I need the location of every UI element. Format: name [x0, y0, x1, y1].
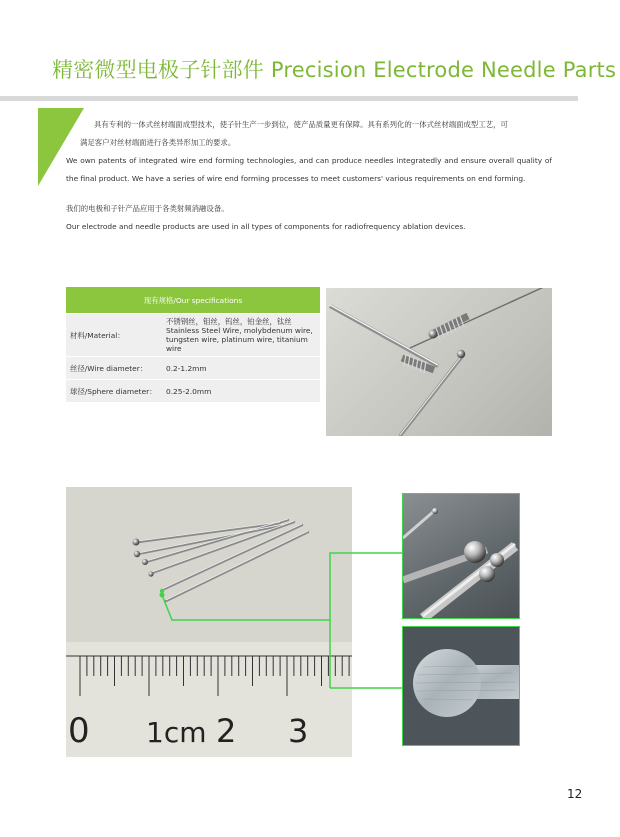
- intro-para1-cn-cont: 满足客户对丝材端面进行各类异形加工的要求。: [80, 138, 236, 147]
- intro-para1-cn: 具有专利的一体式丝材端面成型技术，使子针生产一步到位，使产品质量更有保障。具有系列化的一体式丝材端面成型工艺，可: [94, 120, 508, 129]
- page-number: 12: [567, 787, 583, 801]
- ruler-label-1cm: 1cm: [146, 716, 207, 749]
- spec-value: 0.25-2.0mm: [162, 380, 320, 403]
- end-face-micrograph: [402, 626, 520, 746]
- intro-para2-cn: 我们的电极和子针产品应用于各类射频消融设备。: [66, 204, 229, 213]
- ruler-label-2: 2: [216, 712, 237, 750]
- spec-label: 材料/Material：: [66, 314, 162, 357]
- spec-label: 球径/Sphere diameter：: [66, 380, 162, 403]
- ruler-label-0: 0: [68, 711, 90, 751]
- spec-value: 不锈钢丝，钼丝，钨丝，铂金丝，钛丝 Stainless Steel Wire, molybdenum wire, tungsten wire, platinum wire, titanium wire: [162, 314, 320, 357]
- ruler-label-3: 3: [288, 712, 309, 750]
- spec-table-header: 现有规格/Our specifications: [66, 287, 320, 314]
- spec-label: 丝径/Wire diameter：: [66, 357, 162, 380]
- intro-para2-en: Our electrode and needle products are used in all types of components for radiofrequency ablation devices.: [66, 222, 466, 231]
- intro-para1-en: We own patents of integrated wire end forming technologies, and can produce needles integratedly and ensure overall quality of the final product. We have a series of wire end forming processes to meet customers' various requirements on end forming.: [66, 156, 552, 183]
- ball-tip-closeup-photo: [402, 493, 520, 619]
- spec-value: 0.2-1.2mm: [162, 357, 320, 380]
- page-title: 精密微型电极子针部件 Precision Electrode Needle Parts: [52, 58, 617, 82]
